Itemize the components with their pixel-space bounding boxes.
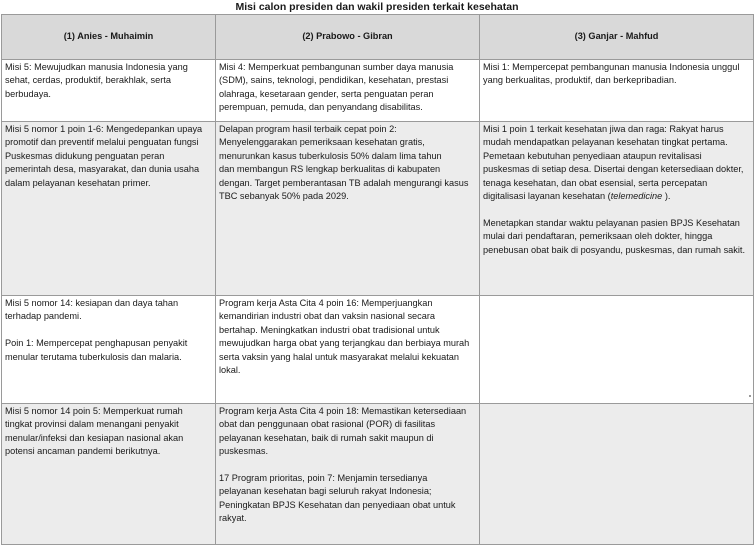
- cell-text: Program kerja Asta Cita 4 poin 16: Memperjuangkan kemandirian industri obat dan vaksin nasional secara bertahap. Meningkatkan industri obat tradisional untuk mewujudkan harga obat yang terjangkau dan berbiaya murah serta vaksin yang halal untuk masyarakat melalui kekuatan lokal.: [219, 298, 470, 376]
- table-cell: [216, 60, 480, 122]
- cell-text: Menetapkan standar waktu pelayanan pasien BPJS Kesehatan mulai dari pendaftaran, pemeriksaan oleh dokter, hingga penebusan obat baik di posyandu, puskesmas, dan rumah sakit.: [483, 217, 746, 255]
- cell-text: Misi 1: Mempercepat pembangunan manusia Indonesia unggul yang berkualitas, produktif, dan berkepribadian.: [483, 62, 740, 86]
- cell-text: Misi 5: Mewujudkan manusia Indonesia yang sehat, cerdas, produktif, berakhlak, serta berbudaya.: [5, 62, 188, 99]
- header-row: [2, 15, 754, 60]
- edge-mark: [749, 395, 751, 397]
- cell-text: Misi 5 nomor 14: kesiapan dan daya tahan terhadap pandemi.: [5, 298, 179, 322]
- table-cell: [2, 60, 216, 122]
- table-cell: [2, 404, 216, 545]
- header-prabowo-gibran: (2) Prabowo - Gibran: [216, 15, 480, 60]
- cell-text: Misi 4: Memperkuat pembangunan sumber daya manusia (SDM), sains, teknologi, pendidikan, kesehatan, prestasi olahraga, kesetaraan gender, serta penguatan peran perempuan, pemuda, dan penyandang disabilitas.: [219, 62, 454, 113]
- table-cell: [216, 404, 480, 545]
- page-title: Misi calon presiden dan wakil presiden terkait kesehatan: [235, 1, 519, 13]
- table-cell: [480, 60, 754, 122]
- table-row: [2, 122, 754, 296]
- table-row: [2, 60, 754, 122]
- cell-text: 17 Program prioritas, poin 7: Menjamin tersedianya pelayanan kesehatan bagi seluruh rakyat Indonesia; Peningkatan BPJS Kesehatan dan penyediaan obat untuk rakyat.: [219, 473, 456, 524]
- cell-text: Poin 1: Mempercepat penghapusan penyakit menular terutama tuberkulosis dan malaria.: [5, 338, 188, 362]
- table-row: [2, 296, 754, 404]
- mission-table: [1, 14, 754, 545]
- table-cell: [2, 296, 216, 404]
- cell-text: Misi 1 poin 1 terkait kesehatan jiwa dan raga: Rakyat harus mudah mendapatkan pelayanan kesehatan tingkat pertama. Pemetaan kebutuhan penyediaan ataupun revitalisasi puskesmas di setiap desa. Disertai dengan ketersediaan dokter, tenaga kesehatan, dan obat esensial, serta percepatan digitalisasi layanan kesehatan (telemedicine ).: [483, 124, 744, 202]
- cell-text: Program kerja Asta Cita 4 poin 18: Memastikan ketersediaan obat dan penggunaan obat rasional (POR) di fasilitas pelayanan kesehatan, baik di rumah sakit maupun di puskesmas.: [219, 406, 467, 457]
- header-ganjar-mahfud: (3) Ganjar - Mahfud: [480, 15, 754, 60]
- table-cell: [216, 122, 480, 296]
- table-cell: [2, 122, 216, 296]
- cell-text: Misi 5 nomor 1 poin 1-6: Mengedepankan upaya promotif dan preventif melalui penguatan fungsi Puskesmas didukung penguatan peran pemerintah desa, masyarakat, dan dunia usaha dalam pelayanan kesehatan primer.: [5, 124, 203, 188]
- table-cell-empty: [480, 404, 754, 545]
- telemedicine-term: telemedicine: [610, 191, 663, 202]
- table-cell-empty: [480, 296, 754, 404]
- cell-text: Misi 5 nomor 14 poin 5: Memperkuat rumah tingkat provinsi dalam menangani penyakit menular/infeksi dan kesiapan nasional akan potensi ancaman pandemi berikutnya.: [5, 406, 184, 457]
- table-cell: [216, 296, 480, 404]
- header-anies-muhaimin: (1) Anies - Muhaimin: [2, 15, 216, 60]
- cell-text: Delapan program hasil terbaik cepat poin 2: Menyelenggarakan pemeriksaan kesehatan gratis, menurunkan kasus tuberkulosis 50% dalam lima tahun dan membangun RS lengkap berkualitas di kabupaten dengan. Target pemberantasan TB adalah mengurangi kasus TBC sebanyak 50% pada 2029.: [219, 124, 469, 202]
- table-row: [2, 404, 754, 545]
- table-cell: [480, 122, 754, 296]
